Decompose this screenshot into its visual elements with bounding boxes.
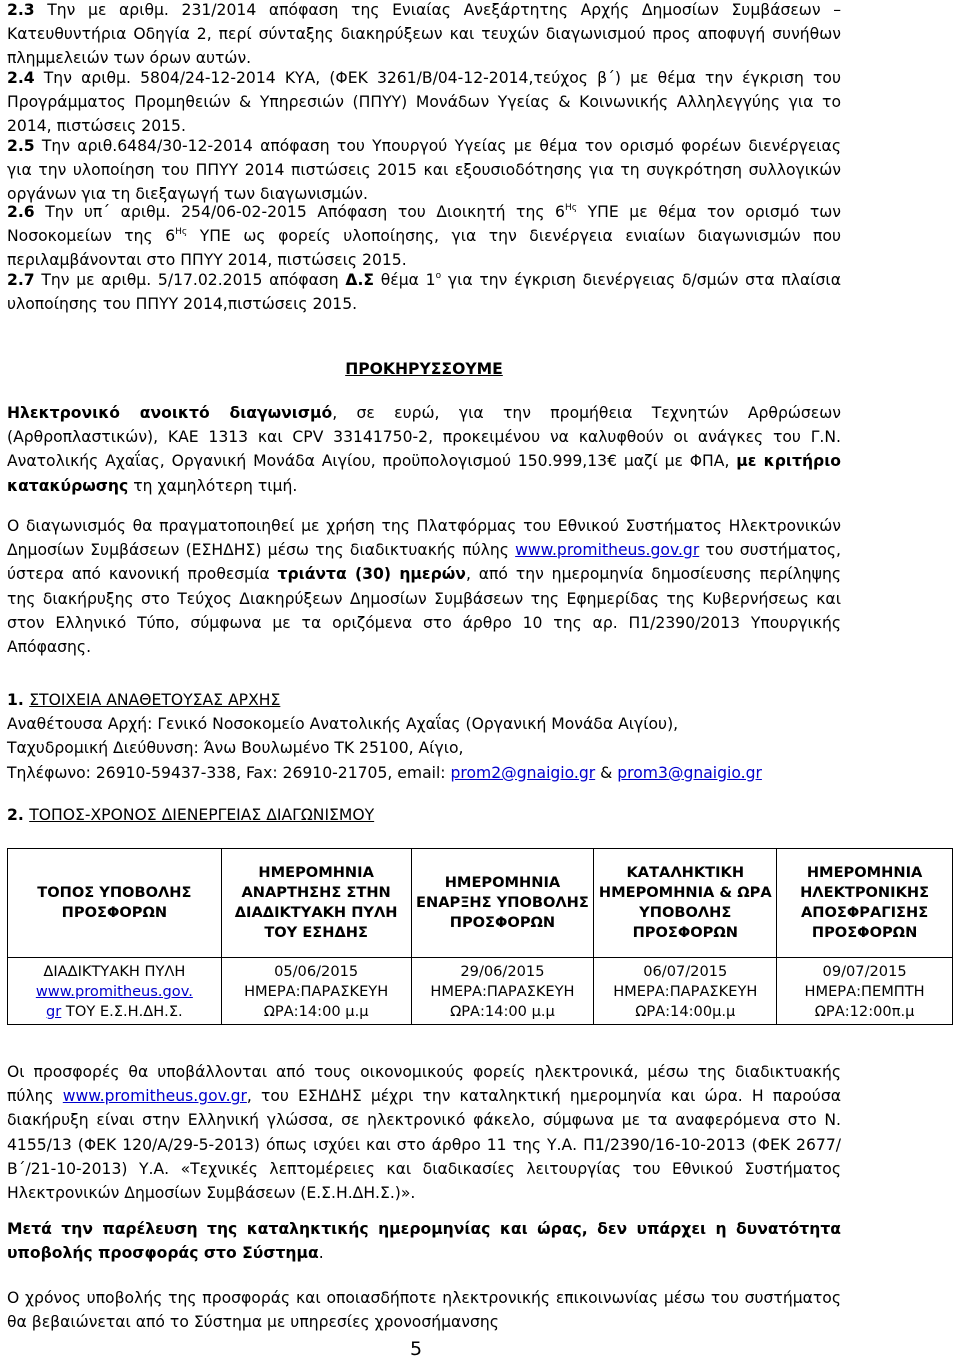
platform-paragraph: Ο διαγωνισμός θα πραγματοποιηθεί με χρήση της Πλατφόρμας του Εθνικού Συστήματος Ηλεκτρονικών Δημοσίων Συμβάσεων (ΕΣΗΔΗΣ) μέσω της διαδικτυακής πύλης www.promitheus.gov.gr του συστήματος, ύστερα από κανονική προθεσμία τριάντα (30) ημερών, από την ημερομηνία δημοσίευσης περίληψης της διακήρυξης στο Τεύχος Διακηρύξεων Δημοσίων Συμβάσεων της Εφημερίδας της Κυβερνήσεως και στον Ελληνικό Τύπο, σύμφωνα με τα οριζόμενα στο άρθρο 10 της αρ. Π1/2390/2013 Υπουργικής Απόφασης. xyxy=(7,517,842,657)
clause-2-7: 2.7 Την με αριθμ. 5/17.02.2015 απόφαση Δ.Σ θέμα $1^o$ για την έγκριση διενέργειας δ/σμών στα πλαίσια υλοποίησης του ΠΠΥΥ 2014,πιστώσεις 2015. xyxy=(7,271,841,314)
submission-paragraph: Οι προσφορές θα υποβάλλονται από τους οικονομικούς φορείς ηλεκτρονικά, μέσω της διαδικτυακής πύλης www.promitheus.gov.gr, του ΕΣΗΔΗΣ μέχρι την καταληκτική ημερομηνία και ώρα. Η παρούσα διακήρυξη είναι στην Ελληνική γλώσσα, σε ηλεκτρονικό φάκελο, σύμφωνα με τα αναφερόμενα στο Ν. 4155/13 (ΦΕΚ 120/Α/29-5-2013) όπως ισχύει και στο άρθρο 11 της Υ.Α. Π1/2390/16-10-2013 (ΦΕΚ 2677/Β΄/21-10-2013) Υ.Α. «Τεχνικές λεπτομέρειες και διαδικασίες λειτουργίας του Εθνικού Συστήματος Ηλεκτρονικών Δημοσίων Συμβάσεων (Ε.Σ.Η.ΔΗ.Σ.)». xyxy=(7,1063,841,1203)
cell-posting-date: 05/06/2015 ΗΜΕΡΑ:ΠΑΡΑΣΚΕΥΗ ΩΡΑ:14:00 μ.μ xyxy=(221,958,411,1025)
table-header-row xyxy=(8,849,953,958)
header-posting-date: ΗΜΕΡΟΜΗΝΙΑ ΑΝΑΡΤΗΣΗΣ ΣΤΗΝ ΔΙΑΔΙΚΤΥΑΚΗ ΠΥΛΗ ΤΟΥ ΕΣΗΔΗΣ xyxy=(221,849,411,958)
header-submission-place: ΤΟΠΟΣ ΥΠΟΒΟΛΗΣ ΠΡΟΣΦΟΡΩΝ xyxy=(8,849,222,958)
clause-text: Την με αριθμ. 231/2014 απόφαση της Ενιαίας Ανεξάρτητης Αρχής Δημοσίων Συμβάσεων – Κατευθυντήρια Οδηγία 2, περί σύνταξης διακηρύξεων και τευχών διαγωνισμού προς αποφυγή συνήθων πλημμελειών των όρων αυτών. xyxy=(7,1,841,68)
deadline-notice: Μετά την παρέλευση της καταληκτικής ημερομηνίας και ώρας, δεν υπάρχει η δυνατότητα υποβολής προσφοράς στο Σύστημα. xyxy=(7,1220,841,1263)
header-deadline: ΚΑΤΑΛΗΚΤΙΚΗ ΗΜΕΡΟΜΗΝΙΑ & ΩΡΑ ΥΠΟΒΟΛΗΣ ΠΡΟΣΦΟΡΩΝ xyxy=(594,849,777,958)
promitheus-link[interactable]: www.promitheus.gov.gr xyxy=(515,541,700,560)
table-row xyxy=(8,958,953,1025)
clause-text: Την αριθμ. 5804/24-12-2014 ΚΥΑ, (ΦΕΚ 3261/Β/04-12-2014,τεύχος β΄) με θέμα την έγκριση του Προγράμματος Προμηθειών & Υπηρεσιών (ΠΠΥΥ) Μονάδων Υγείας & Κοινωνικής Αλληλεγγύης για το 2014, πιστώσεις 2015. xyxy=(7,69,841,136)
postal-address: Ταχυδρομική Διεύθυνση: Άνω Βουλωμένο ΤΚ 25100, Αίγιο, xyxy=(7,739,464,758)
section-1-title: 1. ΣΤΟΙΧΕΙΑ ΑΝΑΘΕΤΟΥΣΑΣ ΑΡΧΗΣ xyxy=(7,691,281,709)
promitheus-link[interactable]: www.promitheus.gov.gr xyxy=(62,1087,247,1106)
clause-2-4 xyxy=(7,66,841,139)
page-number: 5 xyxy=(410,1338,423,1360)
promitheus-link[interactable]: www.promitheus.gov. xyxy=(35,983,193,1000)
clause-number: 2.6 xyxy=(7,203,35,221)
contact-line: Τηλέφωνο: 26910-59437-338, Fax: 26910-21705, email: prom2@gnaigio.gr & prom3@gnaigio.gr xyxy=(7,763,762,782)
tender-paragraph: Ηλεκτρονικό ανοικτό διαγωνισμό, σε ευρώ, για την προμήθεια Τεχνητών Αρθρώσεων (Αρθροπλαστικών), ΚΑΕ 1313 και CPV 33141750-2, προκειμένου να καλυφθούν οι ανάγκες του Γ.Ν. Ανατολικής Αχαΐας, Οργανική Μονάδα Αιγίου, προϋπολογισμού 150.999,13€ μαζί με ΦΠΑ, με κριτήριο κατακύρωσης τη χαμηλότερη τιμή. xyxy=(7,404,842,495)
clause-2-3 xyxy=(7,0,841,71)
cell-submission-place: ΔΙΑΔΙΚΤΥΑΚΗ ΠΥΛΗ www.promitheus.gov. gr ΤΟΥ Ε.Σ.Η.ΔΗ.Σ. xyxy=(8,958,222,1025)
section-heading: ΠΡΟΚΗΡΥΣΣΟΥΜΕ xyxy=(345,360,503,378)
header-opening-date: ΗΜΕΡΟΜΗΝΙΑ ΗΛΕΚΤΡΟΝΙΚΗΣ ΑΠΟΣΦΡΑΓΙΣΗΣ ΠΡΟΣΦΟΡΩΝ xyxy=(777,849,953,958)
section-2-title: 2. ΤΟΠΟΣ-ΧΡΟΝΟΣ ΔΙΕΝΕΡΓΕΙΑΣ ΔΙΑΓΩΝΙΣΜΟΥ xyxy=(7,806,375,824)
clause-number: 2.7 xyxy=(7,271,35,289)
clause-number: 2.5 xyxy=(7,137,35,155)
cell-opening-date: 09/07/2015 ΗΜΕΡΑ:ΠΕΜΠΤΗ ΩΡΑ:12:00π.μ xyxy=(777,958,953,1025)
clause-2-5 xyxy=(7,134,841,207)
authority-name: Αναθέτουσα Αρχή: Γενικό Νοσοκομείο Ανατολικής Αχαΐας (Οργανική Μονάδα Αιγίου), xyxy=(7,715,679,734)
email-link-prom2[interactable]: prom2@gnaigio.gr xyxy=(450,763,596,782)
schedule-table xyxy=(7,848,953,1025)
contracting-authority-section xyxy=(7,688,841,785)
clause-text: Την αριθ.6484/30-12-2014 απόφαση του Υπουργού Υγείας με θέμα τον ορισμό φορέων διενέργειας για την υλοποίηση του ΠΠΥΥ 2014 πιστώσεις 2015 και εξουσιοδότησης για τη συγκρότηση συλλογικών οργάνων για τη διεξαγωγή των διαγωνισμών. xyxy=(7,137,841,204)
timestamp-paragraph: Ο χρόνος υποβολής της προσφοράς και οποιασδήποτε ηλεκτρονικής επικοινωνίας μέσω του συστήματος θα βεβαιώνεται από το Σύστημα με υπηρεσίες χρονοσήμανσης xyxy=(7,1289,841,1332)
promitheus-link[interactable]: gr xyxy=(46,1003,62,1020)
cell-start-date: 29/06/2015 ΗΜΕΡΑ:ΠΑΡΑΣΚΕΥΗ ΩΡΑ:14:00 μ.μ xyxy=(411,958,594,1025)
email-link-prom3[interactable]: prom3@gnaigio.gr xyxy=(617,763,762,782)
header-start-date: ΗΜΕΡΟΜΗΝΙΑ ΕΝΑΡΞΗΣ ΥΠΟΒΟΛΗΣ ΠΡΟΣΦΟΡΩΝ xyxy=(411,849,594,958)
cell-deadline: 06/07/2015 ΗΜΕΡΑ:ΠΑΡΑΣΚΕΥΗ ΩΡΑ:14:00μ.μ xyxy=(594,958,777,1025)
clause-2-6: 2.6 Την υπ΄ αριθμ. 254/06-02-2015 Απόφαση του Διοικητή της $6^{H\varsigma}$ ΥΠΕ με θέμα τον ορισμό των Νοσοκομείων της $6^{H\varsigma}$ ΥΠΕ ως φορείς υλοποίησης, για την διενέργεια ενιαίων διαγωνισμών που περιλαμβάνονται στο ΠΠΥΥ 2014, πιστώσεις 2015. xyxy=(7,203,842,270)
clause-number: 2.3 xyxy=(7,1,35,19)
clause-number: 2.4 xyxy=(7,69,35,87)
